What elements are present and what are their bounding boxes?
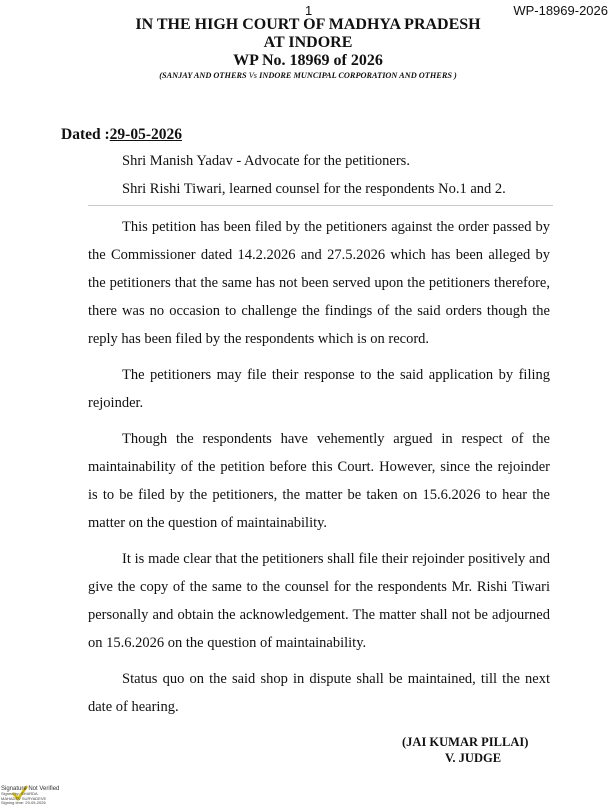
case-number: WP No. 18969 of 2026	[233, 52, 383, 69]
court-title: IN THE HIGH COURT OF MADHYA PRADESH	[135, 16, 481, 33]
order-date	[61, 126, 182, 144]
page-number: 1	[305, 3, 313, 18]
parties-line	[0, 71, 616, 80]
versus: Vs	[248, 71, 258, 80]
order-paragraph: Though the respondents have vehemently argued in respect of the maintainability of the petition before this Court. However, since the rejoinder is to be filed by the petitioners, the matter be taken on 15.6.2026 to hear the matter on the question of maintainability.	[88, 431, 550, 531]
divider	[88, 205, 553, 206]
petitioners: (SANJAY AND OTHERS	[159, 71, 247, 80]
signature-signer: MAHADEV SURYADEVE	[1, 795, 47, 801]
order-body	[88, 213, 550, 729]
case-id: WP-18969-2026	[513, 3, 608, 18]
signature-time: Signing time: 29-05-2026	[1, 800, 46, 805]
order-paragraph: This petition has been filed by the petitioners against the order passed by the Commissioner dated 14.2.2026 and 27.5.2026 which has been alleged by the petitioners that the same has not been served upon the petitioners therefore, there was no occasion to challenge the findings of the said orders though the reply has been filed by the respondents which is on record.	[88, 219, 550, 347]
order-paragraph: The petitioners may file their response to the said application by filing rejoinder.	[88, 367, 550, 411]
dated-label: Dated :	[61, 126, 110, 143]
respondents: INDORE MUNCIPAL CORPORATION AND OTHERS )	[259, 71, 457, 80]
appearance-petitioner: Shri Manish Yadav - Advocate for the petitioners.	[122, 153, 410, 169]
judge-designation: V. JUDGE	[445, 751, 502, 765]
signature-status: Signature Not Verified	[1, 786, 60, 792]
signature-signed-by: Signed by: SHARDA	[1, 791, 38, 796]
judge-name: (JAI KUMAR PILLAI)	[402, 735, 529, 749]
appearance-respondent: Shri Rishi Tiwari, learned counsel for the respondents No.1 and 2.	[122, 181, 506, 197]
order-paragraph: Status quo on the said shop in dispute shall be maintained, till the next date of hearing.	[88, 671, 550, 715]
court-bench: AT INDORE	[263, 34, 353, 51]
digital-signature-block	[1, 786, 71, 806]
dated-value: 29-05-2026	[109, 126, 182, 143]
order-paragraph: It is made clear that the petitioners shall file their rejoinder positively and give the copy of the same to the counsel for the respondents Mr. Rishi Tiwari personally and obtain the acknowledgement. The matter shall not be adjourned on 15.6.2026 on the question of maintainability.	[88, 551, 550, 651]
